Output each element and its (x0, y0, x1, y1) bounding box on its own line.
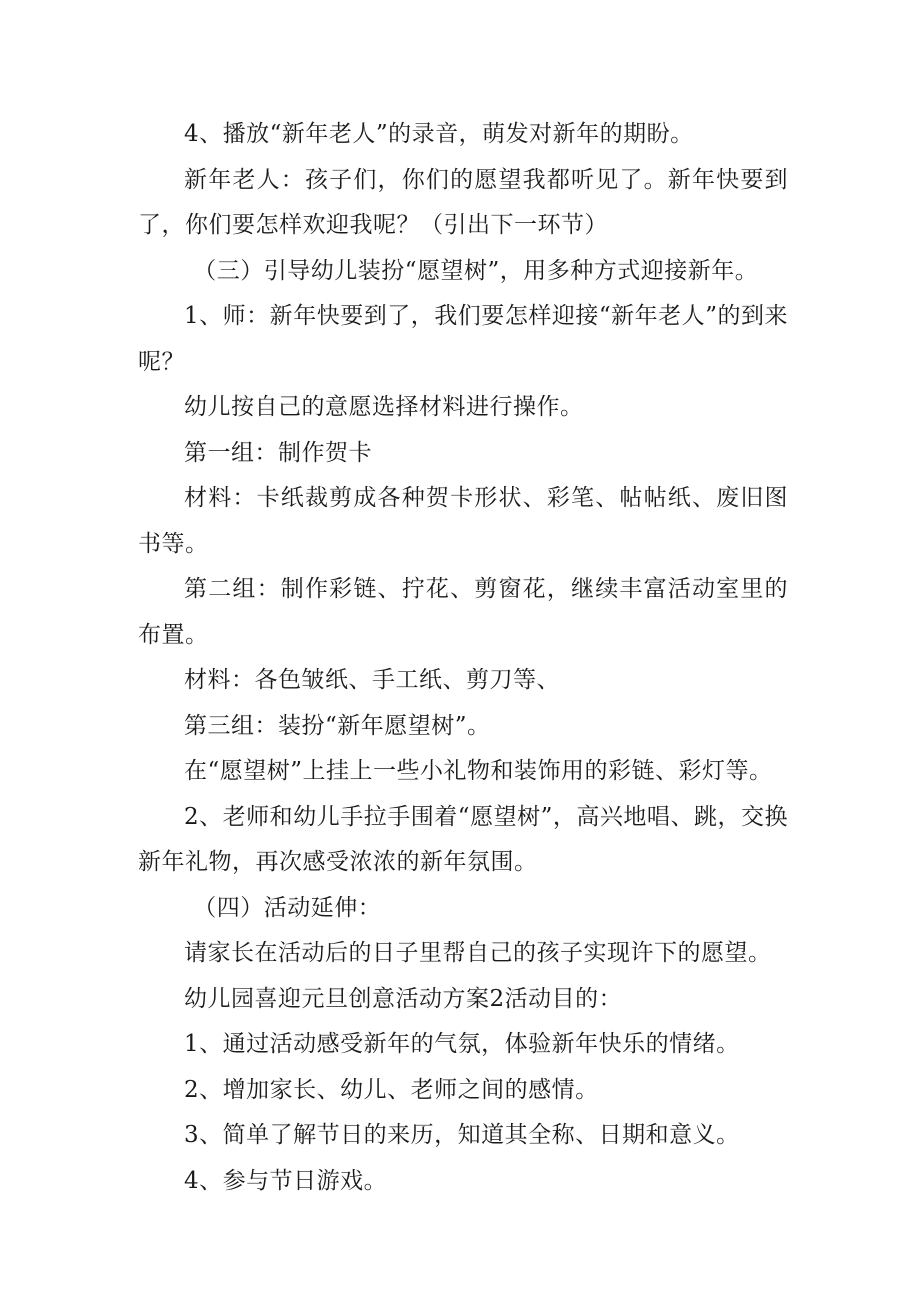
paragraph: 4、播放“新年老人”的录音，萌发对新年的期盼。 (184, 121, 694, 147)
paragraph: 新年老人：孩子们，你们的愿望我都听见了。新年快要到了，你们要怎样欢迎我呢？（引出下一环节） (138, 166, 788, 238)
section-heading: （四）活动延伸： (193, 894, 382, 921)
paragraph: 1、师：新年快要到了，我们要怎样迎接“新年老人”的到来呢？ (138, 303, 788, 375)
paragraph: 1、通过活动感受新年的气氛，体验新年快乐的情绪。 (184, 1031, 740, 1057)
document-body (138, 112, 788, 1204)
paragraph: 2、老师和幼儿手拉手围着“愿望树”，高兴地唱、跳，交换新年礼物，再次感受浓浓的新年氛围。 (138, 803, 788, 875)
paragraph: 第二组：制作彩链、拧花、剪窗花，继续丰富活动室里的布置。 (138, 576, 788, 648)
paragraph: 幼儿园喜迎元旦创意活动方案2活动目的： (184, 985, 623, 1012)
paragraph: 请家长在活动后的日子里帮自己的孩子实现许下的愿望。 (184, 940, 772, 966)
paragraph: 材料：各色皱纸、手工纸、剪刀等、 (184, 667, 560, 693)
paragraph: 3、简单了解节日的来历，知道其全称、日期和意义。 (184, 1122, 740, 1148)
paragraph: 在“愿望树”上挂上一些小礼物和装饰用的彩链、彩灯等。 (184, 758, 773, 784)
paragraph: 第一组：制作贺卡 (184, 439, 372, 466)
paragraph: 4、参与节日游戏。 (184, 1167, 388, 1194)
paragraph: 第三组：装扮“新年愿望树”。 (184, 712, 491, 739)
paragraph: 幼儿按自己的意愿选择材料进行操作。 (184, 394, 584, 420)
paragraph: 材料：卡纸裁剪成各种贺卡形状、彩笔、帖帖纸、废旧图书等。 (138, 485, 788, 557)
section-heading: （三）引导幼儿装扮“愿望树”，用多种方式迎接新年。 (193, 257, 759, 284)
paragraph: 2、增加家长、幼儿、老师之间的感情。 (184, 1076, 599, 1103)
